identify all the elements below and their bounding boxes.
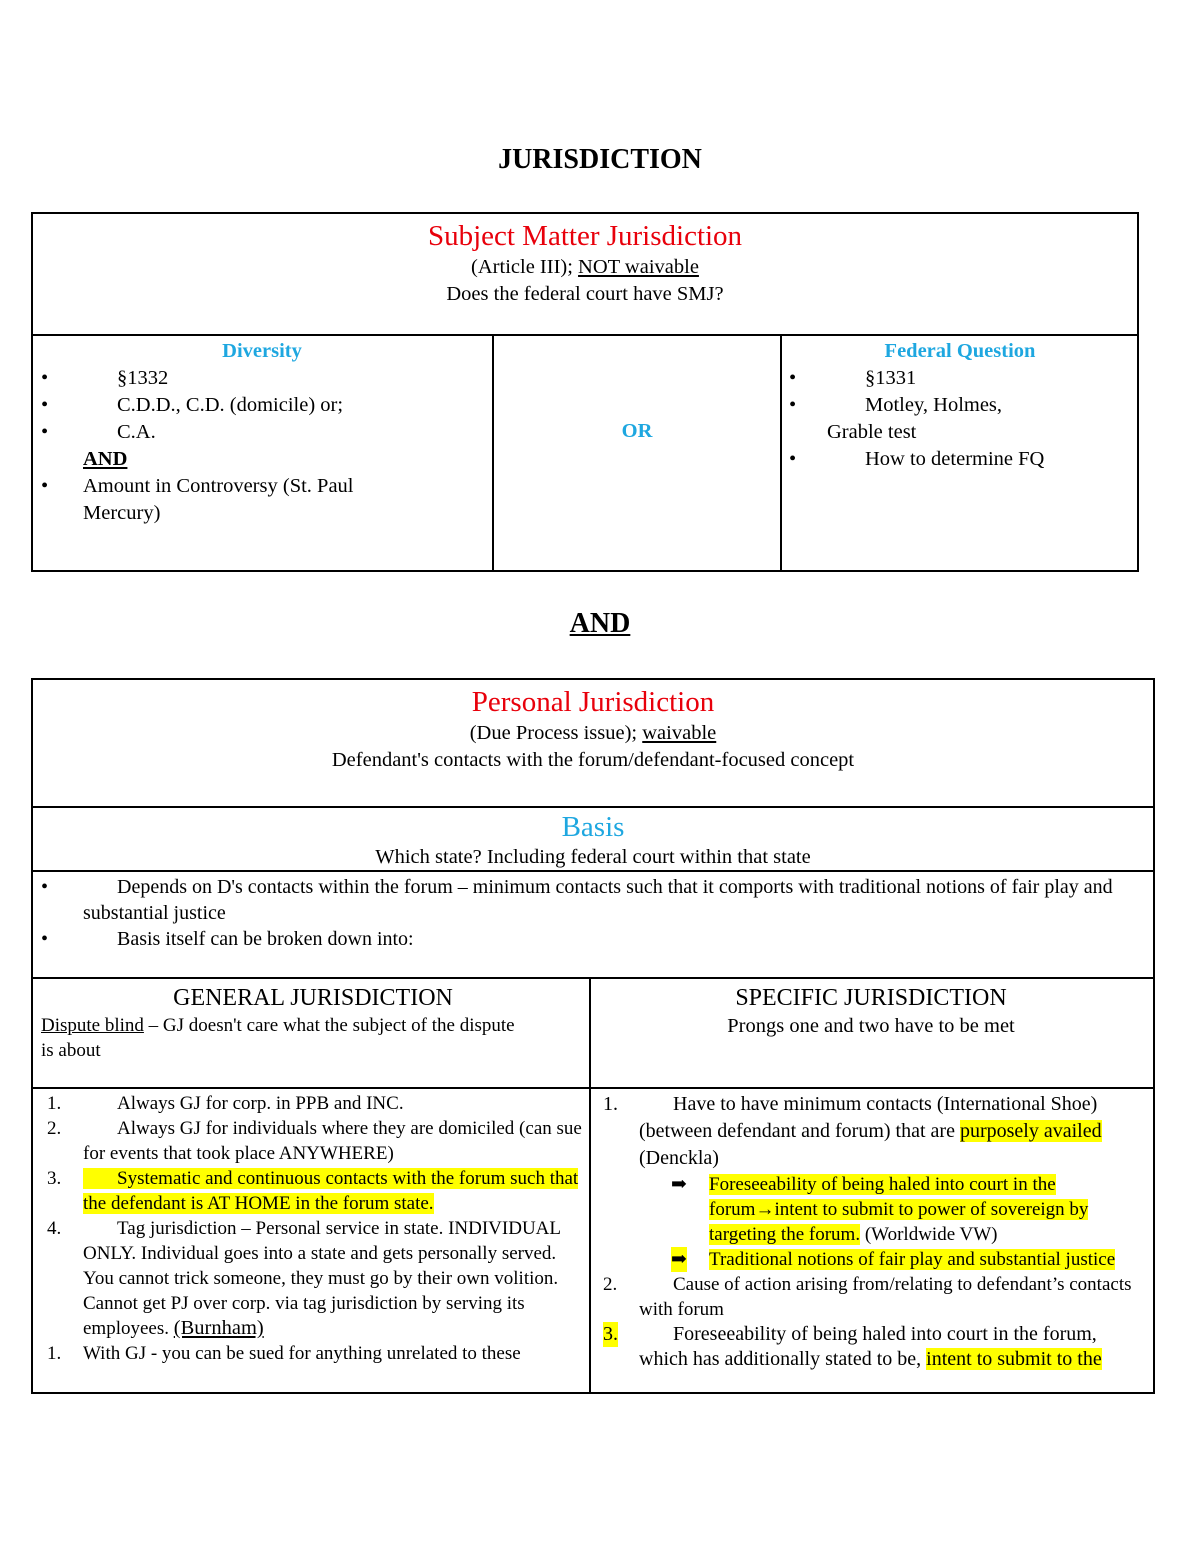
diversity-cell — [37, 338, 487, 527]
smj-header — [33, 218, 1137, 308]
pj-description: Defendant's contacts with the forum/defendant-focused concept — [331, 749, 855, 771]
bullet-icon: • — [41, 394, 49, 416]
general-heading: GENERAL JURISDICTION — [173, 985, 453, 1011]
bullet-icon: • — [41, 475, 49, 497]
arrow-bullet-icon: ➡ — [671, 1249, 687, 1270]
smj-heading: Subject Matter Jurisdiction — [427, 220, 743, 252]
pj-heading: Personal Jurisdiction — [471, 686, 715, 718]
smj-subtitle: (Article III); NOT waivable — [471, 256, 699, 278]
bullet-icon: • — [41, 367, 49, 389]
bullet-icon: • — [41, 876, 49, 898]
waivable-text: waivable — [642, 722, 717, 744]
list-item: 4. Tag jurisdiction – Personal service in state. INDIVIDUAL ONLY. Individual goes into a state and gets personally served. You cannot trick someone, they must go by their own volition. Cannot get PJ over corp. via tag jurisdiction by serving its employees. (Burnham) — [47, 1218, 561, 1339]
list-item: 1. With GJ - you can be sued for anything unrelated to these — [47, 1343, 521, 1364]
bullet-icon: • — [41, 928, 49, 950]
list-item-continuation: Grable test — [827, 421, 917, 443]
bullet-icon: • — [789, 367, 797, 389]
list-item: 3. Foreseeability of being haled into court in the forum, which has additionally stated to be, intent to submit to the — [603, 1323, 1102, 1370]
general-jurisdiction-header — [41, 983, 585, 1063]
highlighted-text: Foreseeability of being haled into court in the forum→intent to submit to power of sovereign by targeting the forum. — [709, 1174, 1089, 1245]
list-item: 1. Always GJ for corp. in PPB and INC. — [47, 1093, 404, 1114]
bullet-icon: • — [789, 448, 797, 470]
list-item: • Basis itself can be broken down into: — [41, 928, 414, 950]
highlighted-text: purposely availed — [959, 1120, 1102, 1142]
page-title: JURISDICTION — [498, 144, 702, 175]
list-item: 2. Always GJ for individuals where they are domiciled (can sue for events that took place ANYWHERE) — [47, 1118, 582, 1164]
list-item: 1. Have to have minimum contacts (International Shoe) (between defendant and forum) that are purposely availed (Denckla) — [603, 1093, 1102, 1169]
specific-jurisdiction-header — [593, 983, 1149, 1039]
diversity-heading: Diversity — [222, 340, 302, 362]
basis-heading: Basis — [561, 811, 625, 843]
general-list — [37, 1091, 585, 1391]
basis-bullets — [37, 874, 1137, 952]
pj-subtitle: (Due Process issue); waivable — [469, 722, 717, 744]
basis-question: Which state? Including federal court within that state — [375, 846, 811, 868]
bullet-icon: • — [41, 421, 49, 443]
or-label: OR — [621, 420, 653, 442]
list-item: • Motley, Holmes, — [785, 392, 1135, 419]
specific-list — [593, 1091, 1149, 1391]
highlighted-text: Systematic and continuous contacts with the forum such that the defendant is AT HOME in the forum state. — [83, 1168, 579, 1214]
list-item: • §1332 — [37, 365, 487, 392]
list-item: • C.D.D., C.D. (domicile) or; — [37, 392, 487, 419]
arrow-right-icon: → — [755, 1199, 775, 1220]
highlighted-text: Traditional notions of fair play and substantial justice — [709, 1249, 1116, 1270]
list-item: • How to determine FQ — [785, 446, 1135, 473]
list-item: • Amount in Controversy (St. Paul Mercury) — [41, 475, 354, 524]
not-waivable-text: NOT waivable — [578, 256, 699, 278]
list-item: • §1331 — [785, 365, 1135, 392]
sub-list-item — [593, 1247, 1149, 1272]
arrow-bullet-icon: ➡ — [671, 1174, 687, 1195]
general-description: Dispute blind – GJ doesn't care what the subject of the dispute is about — [41, 1015, 515, 1061]
basis-header — [33, 810, 1153, 870]
specific-heading: SPECIFIC JURISDICTION — [735, 985, 1007, 1011]
and-label: AND — [83, 448, 128, 470]
list-item: • C.A. — [37, 419, 487, 446]
federal-question-heading: Federal Question — [884, 340, 1036, 362]
case-citation: (Burnham) — [173, 1317, 264, 1339]
pj-header — [33, 684, 1153, 774]
smj-question: Does the federal court have SMJ? — [446, 283, 724, 305]
bullet-icon: • — [789, 394, 797, 416]
highlighted-text: intent to submit to the — [926, 1348, 1102, 1370]
smj-table — [31, 212, 1139, 572]
list-item: 3. Systematic and continuous contacts with the forum such that the defendant is AT HOME in the forum state. — [47, 1168, 579, 1214]
pj-table — [31, 678, 1155, 1394]
list-item: • Depends on D's contacts within the forum – minimum contacts such that it comports with traditional notions of fair play and substantial justice — [41, 876, 1113, 924]
list-item: 2. Cause of action arising from/relating to defendant’s contacts with forum — [603, 1274, 1132, 1320]
federal-question-cell — [785, 338, 1135, 473]
sub-list-item: ➡ Foreseeability of being haled into court in the forum→intent to submit to power of sovereign by targeting the forum. (Worldwide VW) — [671, 1174, 1089, 1245]
and-separator: AND — [569, 608, 631, 639]
specific-description: Prongs one and two have to be met — [727, 1015, 1015, 1037]
